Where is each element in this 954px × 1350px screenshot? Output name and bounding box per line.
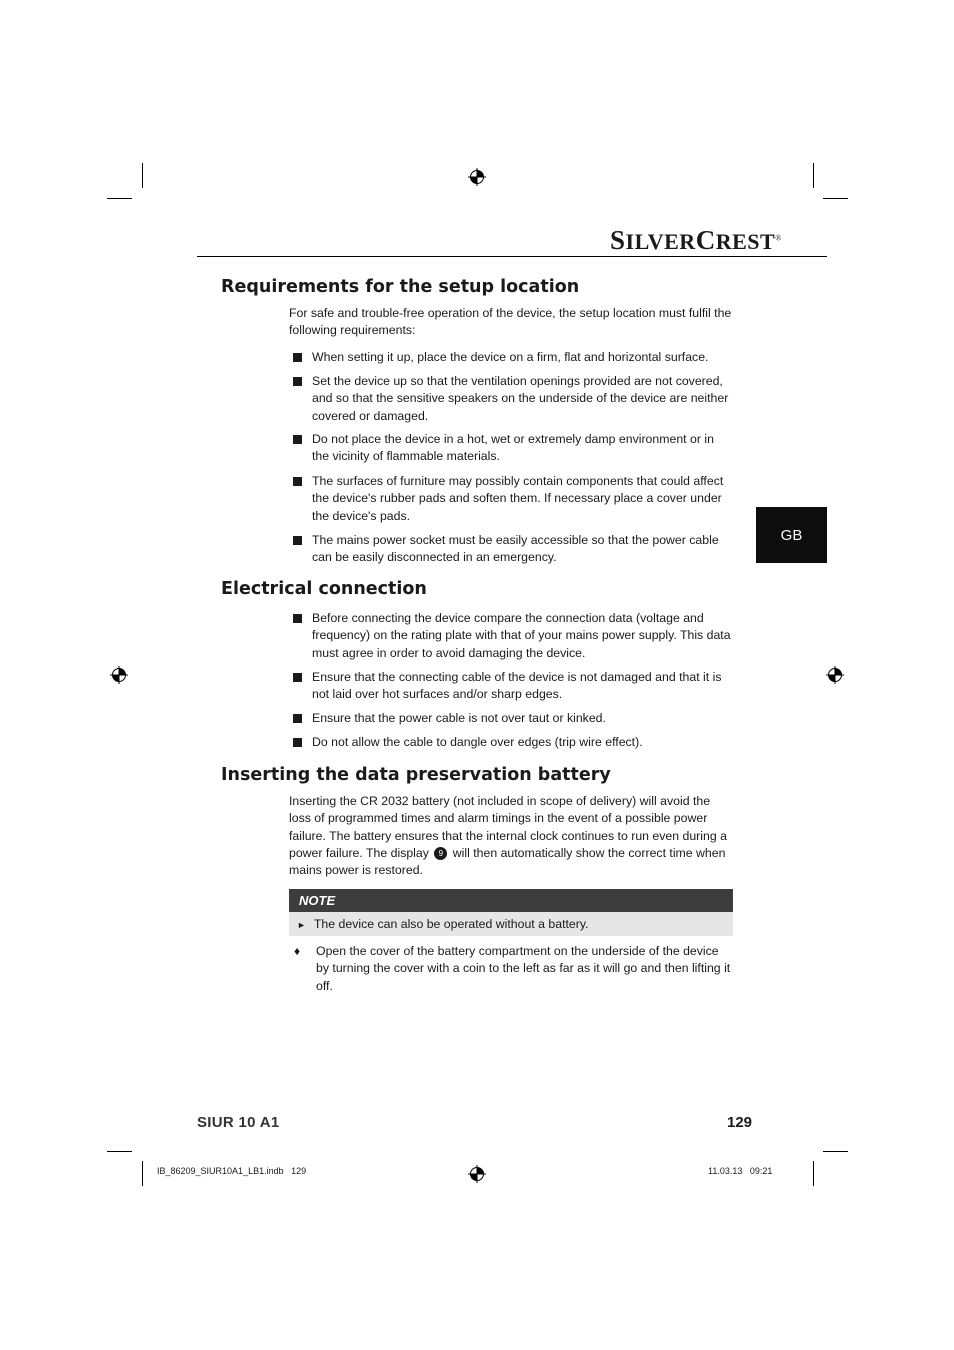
registration-mark-icon	[468, 168, 486, 186]
registration-mark-icon	[468, 1165, 486, 1183]
list-item: The surfaces of furniture may possibly contain components that could affect the device's rubber pads and soften them. If necessary place a cover under the device's pads.	[292, 473, 734, 525]
list-item: Ensure that the power cable is not over taut or kinked.	[292, 710, 734, 727]
bullet-square-icon	[293, 673, 302, 682]
language-tab-label: GB	[780, 526, 803, 544]
bullet-square-icon	[293, 477, 302, 486]
bullet-square-icon	[293, 536, 302, 545]
crop-mark	[142, 1161, 143, 1186]
crop-mark	[823, 198, 848, 199]
crop-mark	[107, 1151, 132, 1152]
crop-mark	[823, 1151, 848, 1152]
list-item: Do not allow the cable to dangle over edges (trip wire effect).	[292, 734, 734, 751]
list-item: Set the device up so that the ventilation openings provided are not covered, and so that the sensitive speakers on the underside of the device are neither covered or damaged.	[292, 373, 734, 425]
page-number: 129	[727, 1114, 753, 1131]
section-heading-setup: Requirements for the setup location	[221, 277, 580, 297]
note-label: NOTE	[299, 893, 336, 908]
section-heading-battery: Inserting the data preservation battery	[221, 765, 611, 785]
brand-logo: SILVERCREST®	[610, 225, 782, 255]
setup-intro: For safe and trouble-free operation of the device, the setup location must fulfil the following requirements:	[289, 306, 732, 338]
arrow-right-icon: ►	[297, 920, 306, 930]
crop-mark	[813, 1161, 814, 1186]
battery-paragraph: Inserting the CR 2032 battery (not included in scope of delivery) will avoid the loss of programmed times and alarm timings in the event of a possible power failure. The battery ensures that the internal clock continues to run even during a power failure. The display 9 will then automatically show the correct time when mains power is restored.	[289, 794, 727, 878]
list-item: Before connecting the device compare the connection data (voltage and frequency) on the rating plate with that of your mains power supply. This data must agree in order to avoid damaging the device.	[292, 610, 734, 662]
diamond-bullet-icon: ♦	[294, 944, 301, 958]
bullet-square-icon	[293, 435, 302, 444]
bullet-square-icon	[293, 714, 302, 723]
note-body	[289, 912, 733, 936]
bullet-square-icon	[293, 614, 302, 623]
list-item: The mains power socket must be easily accessible so that the power cable can be easily disconnected in an emergency.	[292, 532, 734, 567]
section-heading-electrical: Electrical connection	[221, 579, 427, 599]
list-item: Ensure that the connecting cable of the device is not damaged and that it is not laid over hot surfaces and/or sharp edges.	[292, 669, 734, 704]
instruction-step: ♦ Open the cover of the battery compartment on the underside of the device by turning the cover with a coin to the left as far as it will go and then lifting it off.	[294, 944, 731, 993]
registration-mark-icon	[110, 666, 128, 684]
header-rule	[197, 256, 827, 257]
crop-mark	[142, 163, 143, 188]
bullet-square-icon	[293, 738, 302, 747]
note-text: The device can also be operated without a battery.	[313, 917, 589, 931]
crop-mark	[107, 198, 132, 199]
note-header	[289, 889, 733, 912]
list-item: When setting it up, place the device on a firm, flat and horizontal surface.	[292, 349, 734, 366]
print-slug-date: 11.03.13 09:21	[708, 1166, 773, 1176]
footer-model: SIUR 10 A1	[197, 1114, 280, 1131]
bullet-square-icon	[293, 377, 302, 386]
registration-mark-icon	[826, 666, 844, 684]
list-item: Do not place the device in a hot, wet or extremely damp environment or in the vicinity of flammable materials.	[292, 431, 734, 466]
print-slug-file: IB_86209_SIUR10A1_LB1.indb 129	[157, 1166, 307, 1176]
language-tab	[756, 507, 827, 563]
crop-mark	[813, 163, 814, 188]
bullet-square-icon	[293, 353, 302, 362]
display-reference-badge: 9	[434, 847, 447, 860]
